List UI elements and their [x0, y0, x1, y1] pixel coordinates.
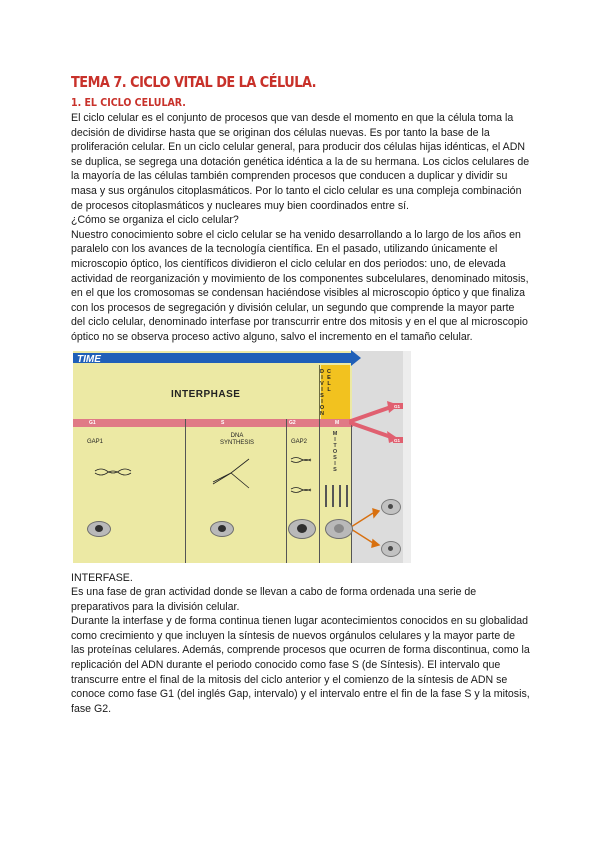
output-arrow-bottom	[351, 423, 391, 437]
phase-m-label: M	[335, 419, 340, 426]
interphase-label: INTERPHASE	[171, 388, 241, 400]
mitosis-label: MITOSIS	[332, 430, 338, 473]
replication-fork-lower	[213, 459, 249, 484]
intro-paragraph: El ciclo celular es el conjunto de procesos que van desde el momento en que la célula toma la decisión de dividirse hasta que se originan dos células nuevas. Es por tanto la base de la proliferación celular. En un ciclo celular general, para producir dos células hijas idénticas, el ADN se duplica, se segrega una dotación genética idéntica a la de su hermana. Los ciclos celulares de la mayoría de las células también comprenden procesos que conducen a duplicar y dividir su masa y sus orgánulos citoplasmáticos. Por lo tanto el ciclo celular es una compleja combinación de procesos citoplasmáticos y nucleares muy bien coordinados entre sí.	[71, 112, 530, 212]
nucleus	[218, 525, 226, 532]
nucleus	[334, 524, 344, 533]
mitosis-stripe-3	[339, 485, 341, 507]
daughter-cell-bottom	[381, 541, 401, 557]
gap2-label: GAP2	[291, 438, 308, 445]
output-label-bottom: G1	[394, 437, 401, 443]
phase-s-label: S	[221, 419, 225, 426]
diagram-overlay	[73, 351, 411, 563]
chromatid-top-strand	[291, 459, 311, 462]
division-arrow-down	[351, 529, 373, 543]
mitosis-stripe-4	[346, 485, 348, 507]
nucleus	[297, 524, 307, 533]
daughter-cell-top	[381, 499, 401, 515]
cell-mitosis	[325, 519, 353, 539]
cell-division-label: CELL DIVISION	[319, 368, 332, 417]
time-label: TIME	[77, 353, 101, 365]
cell-g2	[288, 519, 316, 539]
gap1-label: GAP1	[87, 438, 104, 445]
phase-g2-label: G2	[289, 419, 296, 426]
division-arrow-up	[351, 513, 373, 527]
output-arrow-top	[351, 407, 391, 421]
division-arrow-down-icon	[372, 540, 379, 547]
cell-g1	[87, 521, 111, 537]
history-paragraph: Nuestro conocimiento sobre el ciclo celular se ha venido desarrollando a lo largo de los años en paralelo con los avances de la tecnología científica. En el pasado, utilizando únicamente el microscopio óptico, los científicos dividieron el ciclo celular en dos periodos: uno, de elevada actividad de reorganización y movimiento de los componentes subcelulares, denominado mitosis, en el que los cromosomas se condensan haciéndose visibles al microscopio óptico y que finaliza con los procesos de segregación y división celular, un segundo que comprende la mayor parte del ciclo celular, denominado interfase por transcurrir entre dos mitosis y en el que al microscopio óptico no se observa proceso activo alguno, salvo el incremento en el tamaño celular.	[71, 228, 529, 343]
nucleus	[388, 504, 393, 509]
section-title: 1. EL CICLO CELULAR.	[71, 96, 186, 109]
chromatid-bottom-strand	[291, 489, 311, 492]
page-title: TEMA 7. CICLO VITAL DE LA CÉLULA.	[71, 73, 317, 91]
question-line: ¿Cómo se organiza el ciclo celular?	[71, 214, 239, 227]
output-label-top: G1	[394, 403, 401, 409]
cell-cycle-diagram	[73, 351, 411, 563]
nucleus	[388, 546, 393, 551]
phase-g1-label: G1	[89, 419, 96, 426]
interfase-heading: INTERFASE.	[71, 571, 133, 584]
interfase-definition: Es una fase de gran actividad donde se llevan a cabo de forma ordenada una serie de preparativos para la división celular.	[71, 586, 477, 613]
cell-s	[210, 521, 234, 537]
mitosis-stripe-1	[325, 485, 327, 507]
document-page	[71, 72, 531, 716]
interfase-detail: Durante la interfase y de forma continua tienen lugar acontecimientos conocidos en su globalidad como crecimiento y que incluyen la síntesis de nuevos orgánulos celulares y la mayor parte de las proteínas celulares. Además, comprende procesos que ocurren de forma discontinua, como la replicación del ADN durante el periodo conocido como fase S (de Síntesis). El intervalo que transcurre entre el final de la mitosis del ciclo anterior y el comienzo de la síntesis de ADN se conoce como fase G1 (del inglés Gap, intervalo) y el intervalo entre el fin de la fase S y la mitosis, fase G2.	[71, 615, 530, 715]
nucleus	[95, 525, 103, 532]
dna-synthesis-label: DNA SYNTHESIS	[219, 432, 254, 446]
division-arrow-up-icon	[373, 509, 379, 517]
mitosis-stripe-2	[332, 485, 334, 507]
